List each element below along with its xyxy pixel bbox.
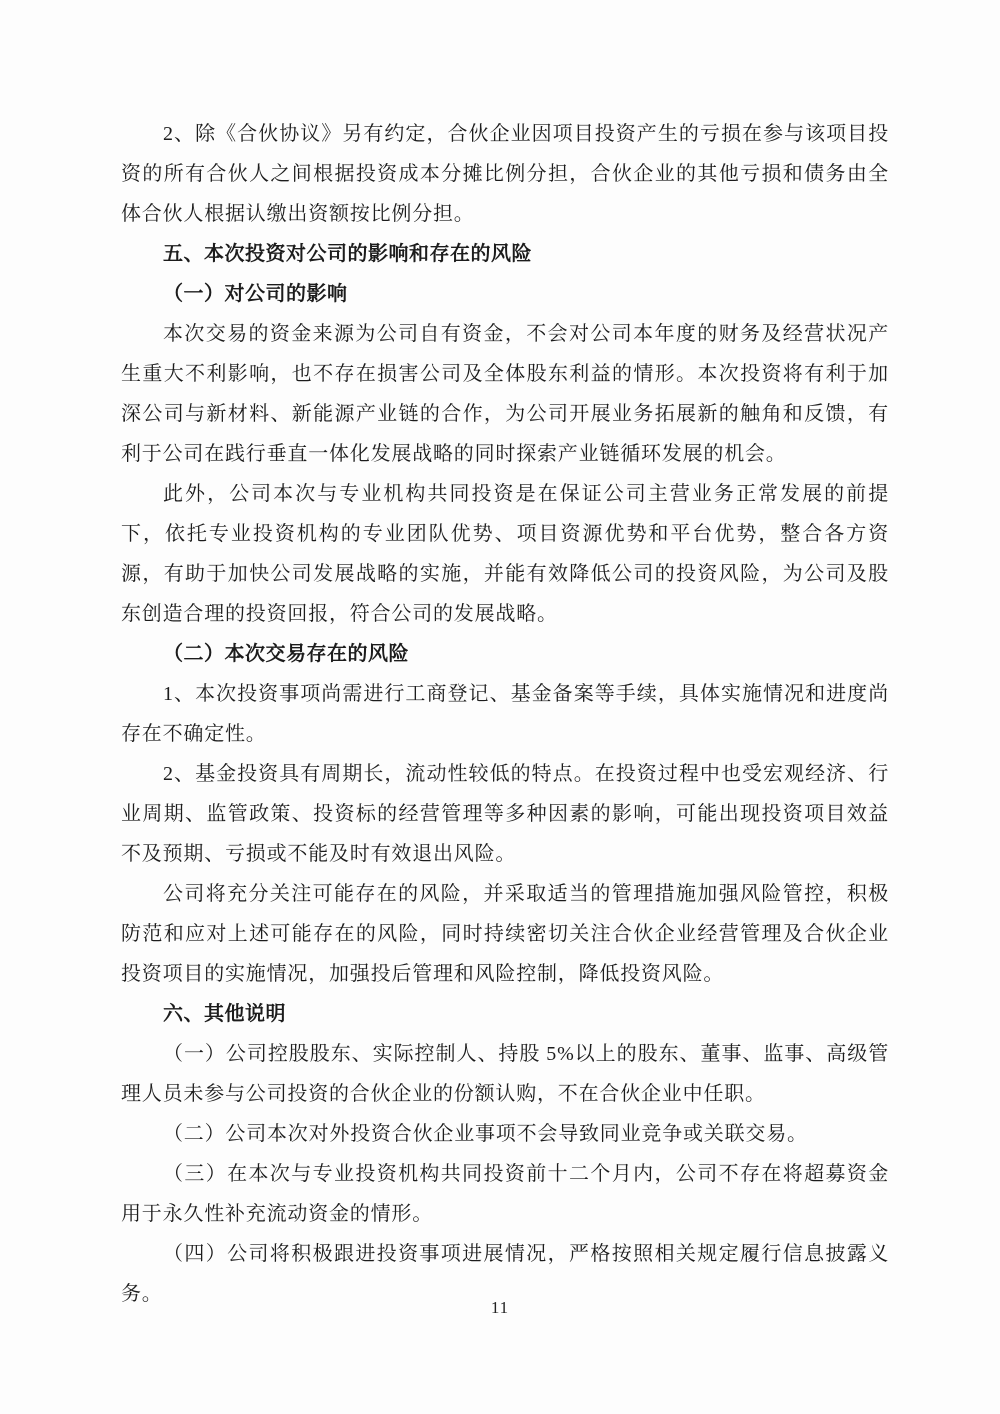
page-number: 11 [490,1298,510,1317]
paragraph-impact-2: 此外，公司本次与专业机构共同投资是在保证公司主营业务正常发展的前提下，依托专业投资机构的专业团队优势、项目资源优势和平台优势，整合各方资源，有助于加快公司发展战略的实施，并能有效降低公司的投资风险，为公司及股东创造合理的投资回报，符合公司的发展战略。 [121,483,889,625]
section-heading-6: 六、其他说明 [163,1003,286,1025]
paragraph-other-4: （四）公司将积极跟进投资事项进展情况，严格按照相关规定履行信息披露义务。 [121,1243,889,1305]
paragraph-other-1: （一）公司控股股东、实际控制人、持股 5%以上的股东、董事、监事、高级管理人员未参与公司投资的合伙企业的份额认购，不在合伙企业中任职。 [121,1043,889,1105]
section-heading-5: 五、本次投资对公司的影响和存在的风险 [163,243,532,265]
paragraph-risk-management: 公司将充分关注可能存在的风险，并采取适当的管理措施加强风险管控，积极防范和应对上述可能存在的风险，同时持续密切关注合伙企业经营管理及合伙企业投资项目的实施情况，加强投后管理和风险控制，降低投资风险。 [121,883,889,985]
subsection-heading-5-2: （二）本次交易存在的风险 [163,643,409,665]
paragraph-loss-sharing: 2、除《合伙协议》另有约定，合伙企业因项目投资产生的亏损在参与该项目投资的所有合伙人之间根据投资成本分摊比例分担，合伙企业的其他亏损和债务由全体合伙人根据认缴出资额按比例分担。 [121,123,889,225]
paragraph-other-3: （三）在本次与专业投资机构共同投资前十二个月内，公司不存在将超募资金用于永久性补充流动资金的情形。 [121,1163,889,1225]
subsection-heading-5-1: （一）对公司的影响 [163,283,348,305]
document-body [121,114,889,1314]
paragraph-risk-1: 1、本次投资事项尚需进行工商登记、基金备案等手续，具体实施情况和进度尚存在不确定性。 [121,683,889,745]
paragraph-risk-2: 2、基金投资具有周期长，流动性较低的特点。在投资过程中也受宏观经济、行业周期、监管政策、投资标的经营管理等多种因素的影响，可能出现投资项目效益不及预期、亏损或不能及时有效退出风险。 [121,763,889,865]
paragraph-impact-1: 本次交易的资金来源为公司自有资金，不会对公司本年度的财务及经营状况产生重大不利影响，也不存在损害公司及全体股东利益的情形。本次投资将有利于加深公司与新材料、新能源产业链的合作，为公司开展业务拓展新的触角和反馈，有利于公司在践行垂直一体化发展战略的同时探索产业链循环发展的机会。 [121,323,889,465]
paragraph-other-2: （二）公司本次对外投资合伙企业事项不会导致同业竞争或关联交易。 [163,1123,808,1145]
